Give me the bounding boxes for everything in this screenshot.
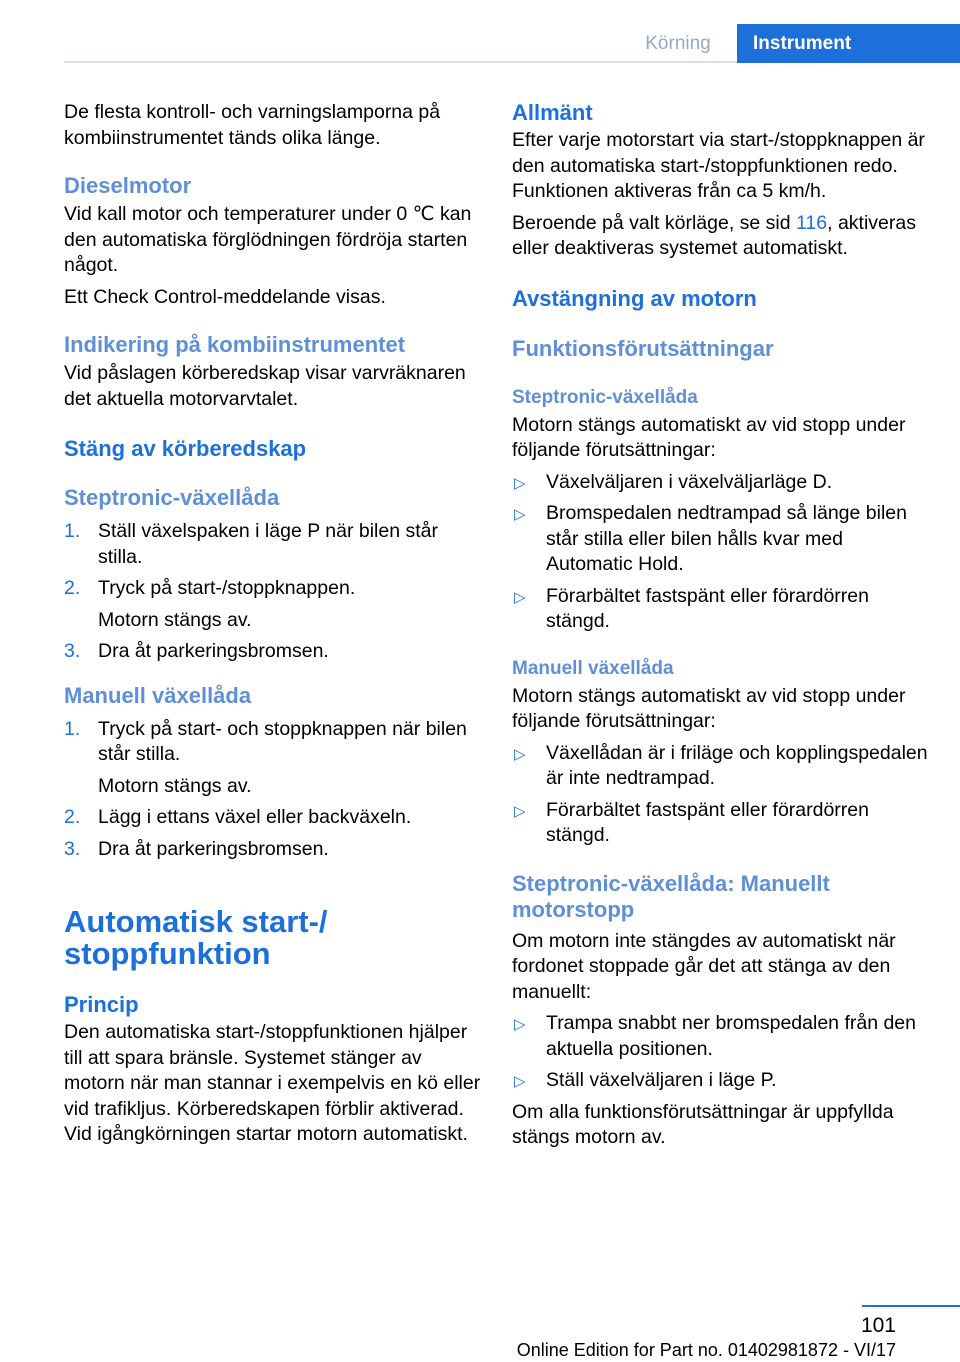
list-item: ▷ Förarbältet fastspänt eller förardörren stängd.: [514, 798, 869, 846]
heading-stang-av: Stäng av körberedskap: [64, 436, 307, 461]
steptronic-conditions-text: Motorn stängs automatiskt av vid stopp under följande förutsättningar:: [512, 413, 906, 461]
heading-automatisk-start-stopp: Automatisk start-/ stoppfunktion: [64, 904, 328, 971]
list-item: ▷ Ställ växelväljaren i läge P.: [512, 1068, 932, 1094]
list-item: ▷ Trampa snabbt ner bromspedalen från den aktuella positionen.: [514, 1012, 916, 1060]
list-item: 1. Ställ växelspaken i läge P när bilen står stilla.: [64, 520, 439, 568]
footer-divider: [862, 1305, 960, 1307]
tab-instrument[interactable]: Instrument: [737, 24, 960, 63]
intro-text: De flesta kontroll- och varningslamporna på kombiinstrumentet tänds olika länge.: [64, 101, 441, 149]
heading-manuell-left: Manuell växellåda: [64, 682, 252, 708]
subheading-manuell: Manuell växellåda: [512, 657, 674, 679]
list-item: 3. Dra åt parkeringsbromsen.: [64, 837, 329, 860]
triangle-bullet-icon: ▷: [514, 802, 526, 820]
allmant-text-2: Beroende på valt körläge, se sid 116, aktiveras eller deaktiveras systemet automatiskt.: [512, 211, 916, 259]
diesel-text-1: Vid kall motor och temperaturer under 0 ℃ kan den automatiska förglödningen fördröja starten något.: [64, 203, 472, 276]
triangle-bullet-icon: ▷: [514, 745, 526, 763]
diesel-text-2: Ett Check Control-meddelande visas.: [64, 285, 386, 308]
steptronic-steps: [64, 519, 484, 665]
page-link-116[interactable]: 116: [796, 211, 828, 234]
triangle-bullet-icon: ▷: [514, 506, 526, 523]
list-item: ▷ Växelväljaren i växelväljarläge D.: [512, 470, 932, 496]
tab-korning[interactable]: Körning: [645, 33, 711, 54]
triangle-bullet-icon: ▷: [514, 1016, 526, 1033]
heading-steptronic-manuellt-motorstopp: Steptronic-växellåda: Manuellt motorstopp: [512, 870, 830, 922]
heading-steptronic-left: Steptronic-växellåda: [64, 485, 280, 510]
list-item: ▷ Växellådan är i friläge och kopplingspedalen är inte nedtrampad.: [514, 741, 928, 789]
allmant-text-1: Efter varje motorstart via start-/stoppknappen är den automatiska start-/stoppfunktionen redo. Funktionen aktiveras från ca 5 km/h.: [512, 129, 925, 202]
right-column: [512, 100, 932, 1151]
manuellt-motorstopp-steps: [512, 1011, 932, 1094]
princip-text: Den automatiska start-/stoppfunktionen hjälper till att spara bränsle. Systemet stänger av motorn när man stannar i exempelvis en kö eller vid trafikljus. Körberedskapen förblir aktiverad. Vid igångkörningen startar motorn automatiskt.: [64, 1021, 481, 1145]
list-item: 2. Tryck på start-/stoppknappen. Motorn stängs av.: [64, 577, 356, 631]
triangle-bullet-icon: ▷: [514, 1073, 526, 1090]
page-number: 101: [860, 1314, 896, 1337]
triangle-bullet-icon: ▷: [514, 588, 526, 606]
manuell-conditions-text: Motorn stängs automatiskt av vid stopp under följande förutsättningar:: [512, 684, 906, 732]
heading-princip: Princip: [64, 992, 139, 1017]
list-item: 3. Dra åt parkeringsbromsen.: [64, 640, 329, 662]
heading-avstangning: Avstängning av motorn: [512, 285, 757, 311]
manuellt-motorstopp-text: Om motorn inte stängdes av automatiskt när fordonet stoppade går det att stänga av den manuellt:: [512, 929, 896, 1003]
left-column: [64, 100, 484, 1148]
manuell-conditions: [512, 741, 932, 849]
heading-allmant: Allmänt: [512, 100, 593, 125]
heading-dieselmotor: Dieselmotor: [64, 173, 192, 198]
final-text: Om alla funktionsförutsättningar är uppfyllda stängs motorn av.: [512, 1100, 894, 1148]
list-item: ▷ Bromspedalen nedtrampad så länge bilen står stilla eller bilen hålls kvar med Automatic Hold.: [514, 502, 907, 575]
edition-text: Online Edition for Part no. 01402981872 - VI/17: [516, 1340, 896, 1360]
list-item: 2. Lägg i ettans växel eller backväxeln.: [64, 806, 412, 828]
manuell-steps: [64, 717, 484, 863]
heading-funktionsforutsattningar: Funktionsförutsättningar: [512, 335, 774, 361]
triangle-bullet-icon: ▷: [514, 474, 526, 492]
indikering-text: Vid påslagen körberedskap visar varvräknaren det aktuella motorvarvtalet.: [64, 362, 466, 410]
subheading-steptronic: Steptronic-växellåda: [512, 386, 698, 408]
steptronic-conditions: [512, 470, 932, 635]
heading-indikering: Indikering på kombiinstrumentet: [64, 332, 406, 357]
list-item: ▷ Förarbältet fastspänt eller förardörren stängd.: [514, 584, 869, 632]
list-item: 1. Tryck på start- och stoppknappen när bilen står stilla. Motorn stängs av.: [64, 717, 467, 797]
